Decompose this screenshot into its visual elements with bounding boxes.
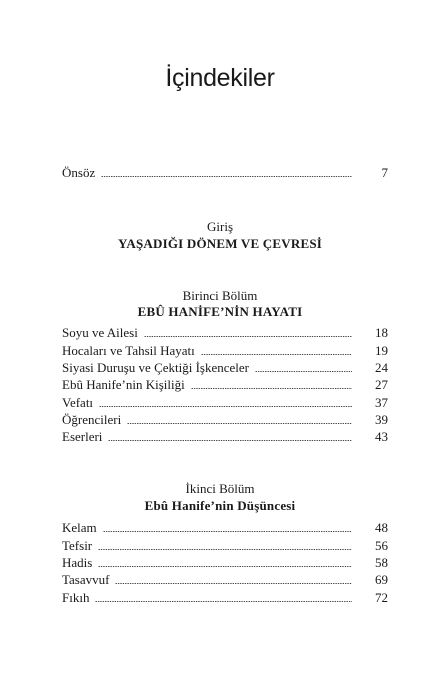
toc-entry-label: Tefsir — [62, 538, 93, 553]
part1-label: Birinci Bölüm — [182, 288, 258, 303]
toc-entry-label: Kelam — [62, 520, 97, 535]
toc-entry-label: Eserleri — [62, 429, 103, 444]
toc-entry-page: 56 — [375, 538, 388, 553]
toc-entry-page: 27 — [375, 377, 388, 392]
toc-entry-page: 48 — [375, 520, 388, 535]
toc-entry-label: Hadis — [62, 555, 93, 570]
toc-entry[interactable] — [62, 520, 388, 536]
toc-entry[interactable] — [62, 572, 388, 588]
toc-entry-label: Soyu ve Ailesi — [62, 325, 138, 340]
dot-leader — [101, 176, 352, 177]
toc-entry-page: 7 — [381, 165, 388, 180]
dot-leader — [95, 601, 352, 602]
toc-entry-page: 43 — [375, 429, 388, 444]
toc-entry-label: Öğrencileri — [62, 412, 122, 427]
toc-entry-label: Tasavvuf — [62, 572, 110, 587]
dot-leader — [108, 440, 352, 441]
dot-leader — [201, 354, 352, 355]
page-title: İçindekiler — [165, 64, 275, 92]
toc-entry-page: 72 — [375, 590, 388, 605]
toc-entry[interactable] — [62, 429, 388, 445]
toc-entry[interactable] — [62, 555, 388, 571]
toc-entry-label: Ebû Hanife’nin Kişiliği — [62, 377, 185, 392]
toc-entry-page: 19 — [375, 343, 388, 358]
toc-entry-label: Fıkıh — [62, 590, 90, 605]
toc-entry-label: Siyasi Duruşu ve Çektiği İşkenceler — [62, 360, 250, 375]
dot-leader — [191, 388, 352, 389]
toc-entry-page: 58 — [375, 555, 388, 570]
toc-entry-page: 69 — [375, 572, 388, 587]
dot-leader — [144, 336, 352, 337]
toc-entry[interactable] — [62, 343, 388, 359]
dot-leader — [255, 371, 352, 372]
dot-leader — [98, 549, 352, 550]
intro-title[interactable]: YAŞADIĞI DÖNEM VE ÇEVRESİ — [117, 236, 323, 251]
dot-leader — [115, 583, 352, 584]
intro-label: Giriş — [207, 219, 233, 234]
toc-entry[interactable] — [62, 412, 388, 428]
part2-title[interactable]: Ebû Hanife’nin Düşüncesi — [144, 498, 296, 513]
toc-entry-label: Vefatı — [62, 395, 94, 410]
toc-entry[interactable] — [62, 377, 388, 393]
dot-leader — [103, 531, 352, 532]
dot-leader — [98, 566, 352, 567]
toc-entry-page: 37 — [375, 395, 388, 410]
dot-leader — [99, 406, 352, 407]
toc-entry-label: Hocaları ve Tahsil Hayatı — [62, 343, 195, 358]
toc-entry[interactable] — [62, 590, 388, 606]
toc-entry[interactable] — [62, 538, 388, 554]
toc-entry-page: 24 — [375, 360, 388, 375]
toc-entry[interactable] — [62, 395, 388, 411]
toc-entry[interactable] — [62, 325, 388, 341]
part1-title[interactable]: EBÛ HANİFE’NİN HAYATI — [137, 304, 303, 319]
toc-entry[interactable] — [62, 360, 388, 376]
dot-leader — [127, 423, 352, 424]
toc-entry-page: 18 — [375, 325, 388, 340]
toc-entry-label: Önsöz — [62, 165, 96, 180]
toc-entry-preface[interactable] — [62, 165, 388, 181]
toc-entry-page: 39 — [375, 412, 388, 427]
part2-label: İkinci Bölüm — [185, 481, 255, 496]
